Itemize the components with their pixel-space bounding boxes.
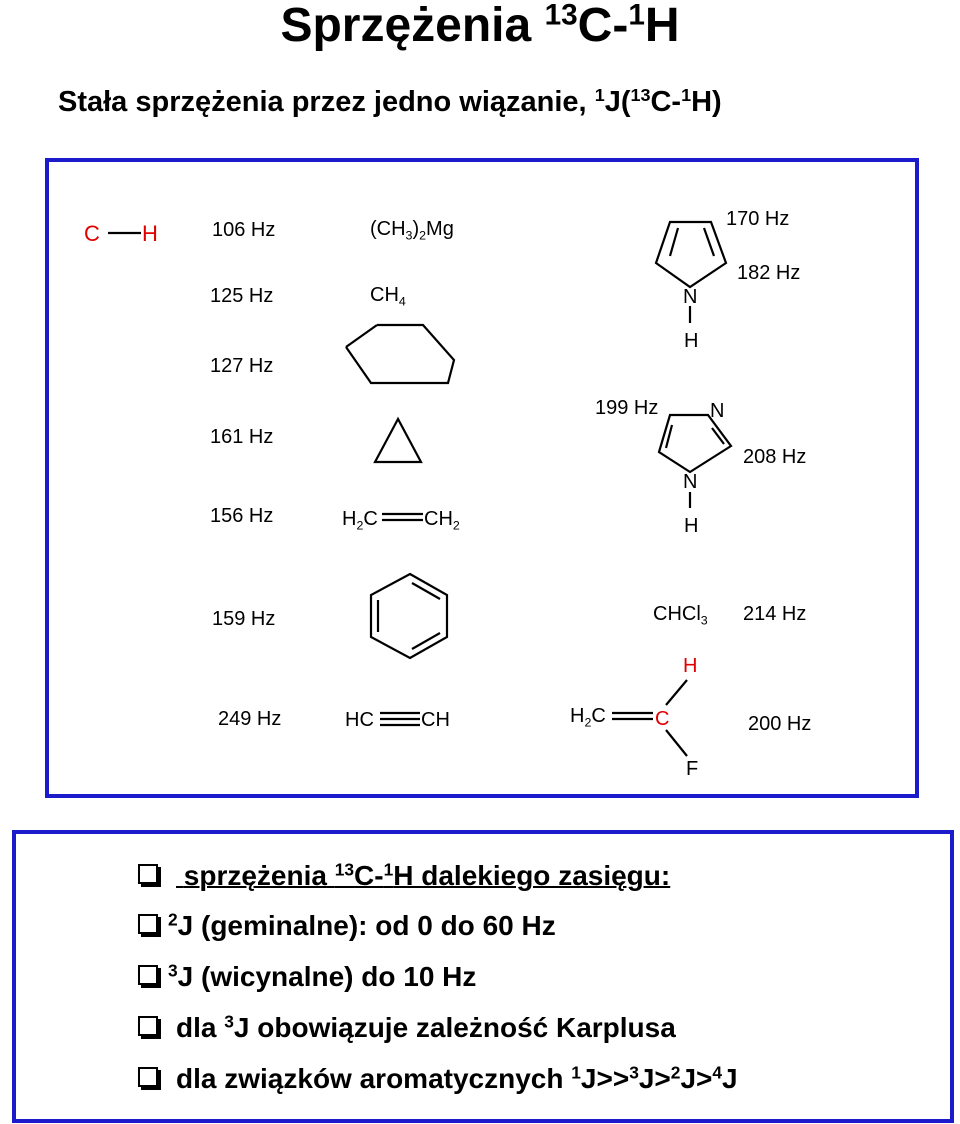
page-title: Sprzężenia $^{13}$C-$^1$H (280, 0, 680, 52)
imidazole-nitrogen-1: N (683, 471, 698, 493)
vinylfluoride-fluorine: F (686, 758, 699, 780)
coupling-127: 127 Hz (210, 355, 274, 377)
coupling-199: 199 Hz (595, 397, 659, 419)
cyclopropane-ring (375, 419, 421, 462)
imidazole-nitrogen-3: N (710, 400, 725, 422)
formula-dimethylmagnesium: $(CH_3)_2Mg$ (370, 218, 454, 243)
bond-carbon-label: C (84, 221, 100, 246)
bullet-vicinal: $^3$J (wicynalne) do 10 Hz (138, 961, 476, 993)
checkbox-bullet-icon (138, 965, 158, 985)
formula-chloroform: CHCl$_3$ (653, 603, 708, 628)
imidazole-ring (659, 415, 731, 472)
coupling-156: 156 Hz (210, 505, 274, 527)
vinylfluoride-carbon: C (655, 708, 670, 730)
coupling-125: 125 Hz (210, 285, 274, 307)
vinylfluoride-cf-bond (666, 730, 687, 756)
checkbox-bullet-icon (138, 1016, 158, 1036)
coupling-106: 106 Hz (212, 219, 276, 241)
long-range-heading: sprzężenia $^{13}$C-$^1$H dalekiego zasięgu: (183, 859, 671, 891)
coupling-200: 200 Hz (748, 713, 812, 735)
formula-acetylene-left: HC (345, 709, 374, 731)
coupling-170: 170 Hz (726, 208, 790, 230)
formula-methane: $CH_4$ (370, 284, 406, 309)
coupling-214: 214 Hz (743, 603, 807, 625)
checkbox-bullet-icon (138, 864, 158, 884)
bullet-long-range (138, 860, 670, 892)
checkbox-bullet-icon (138, 1067, 158, 1087)
pyrrole-ring (656, 222, 726, 287)
formula-ethylene-right: $CH_2$ (424, 508, 460, 533)
vinylfluoride-ch-bond (666, 680, 687, 705)
coupling-249: 249 Hz (218, 708, 282, 730)
bullet-karplus: dla $^3$J obowiązuje zależność Karplusa (138, 1012, 676, 1044)
coupling-161: 161 Hz (210, 426, 274, 448)
subtitle: Stała sprzężenia przez jedno wiązanie, $^1$J($^{13}$C-$^1$H) (58, 85, 722, 118)
formula-acetylene-right: CH (421, 709, 450, 731)
formula-vinylfluoride-left: $H_2C$ (570, 705, 606, 730)
coupling-182: 182 Hz (737, 262, 801, 284)
imidazole-hydrogen: H (684, 515, 699, 537)
formula-ethylene-left: $H_2C$ (342, 508, 378, 533)
benzene-ring (371, 574, 447, 658)
bullet-aromatic: dla związków aromatycznych $^1$J>>$^3$J>$^2$J>$^4$J (138, 1063, 738, 1095)
bullet-geminal: $^2$J (geminalne): od 0 do 60 Hz (138, 910, 556, 942)
bond-hydrogen-label: H (142, 221, 158, 246)
coupling-208: 208 Hz (743, 446, 807, 468)
coupling-159: 159 Hz (212, 608, 276, 630)
vinylfluoride-hydrogen: H (683, 655, 698, 677)
pyrrole-nitrogen: N (683, 286, 698, 308)
pyrrole-hydrogen: H (684, 330, 699, 352)
checkbox-bullet-icon (138, 914, 158, 934)
cyclohexane-ring (346, 325, 454, 383)
